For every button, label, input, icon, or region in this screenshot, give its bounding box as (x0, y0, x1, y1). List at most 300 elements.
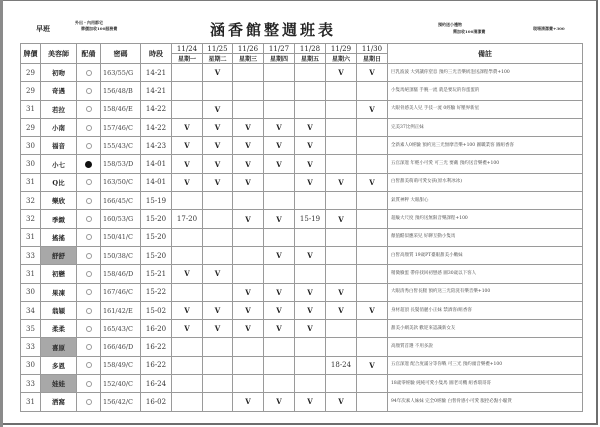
col-header-time: 時段 (141, 44, 172, 64)
code-cell: 166/45/C (101, 192, 141, 210)
day-cell (326, 137, 357, 155)
equipment-cell (77, 356, 101, 374)
day-cell: V (203, 320, 233, 338)
day-cell (357, 192, 388, 210)
day-cell (203, 283, 233, 301)
table-row (21, 283, 583, 301)
code-cell: 158/53/D (101, 155, 141, 173)
empty-circle-icon (86, 308, 92, 314)
price-cell: 32 (21, 192, 41, 210)
day-cell: V (203, 265, 233, 283)
day-cell (295, 375, 326, 393)
time-slot-cell: 15-20 (141, 228, 172, 246)
equipment-cell (77, 265, 101, 283)
code-cell: 156/42/C (101, 393, 141, 411)
equipment-cell (77, 192, 101, 210)
code-cell: 157/46/C (101, 118, 141, 136)
table-row (21, 228, 583, 246)
empty-circle-icon (86, 234, 92, 240)
code-cell: 165/43/C (101, 320, 141, 338)
time-slot-cell: 14-21 (141, 82, 172, 100)
col-header-date: 11/25 (203, 44, 233, 54)
day-cell (264, 64, 295, 82)
time-slot-cell: 14-22 (141, 100, 172, 118)
table-row (21, 393, 583, 411)
day-cell: V (172, 173, 203, 191)
beautician-name: 福音 (41, 137, 77, 155)
day-cell: V (264, 118, 295, 136)
equipment-cell (77, 228, 101, 246)
col-header-weekday: 星期三 (233, 54, 264, 64)
col-header-beautician: 美容師 (41, 44, 77, 64)
remark-cell: 身材超頂 長髮俏麗小正妹 禁酒客/組香客 (388, 301, 583, 319)
empty-circle-icon (86, 125, 92, 131)
code-cell: 158/46/E (101, 100, 141, 118)
day-cell (233, 265, 264, 283)
empty-circle-icon (86, 381, 92, 387)
col-header-weekday: 星期五 (295, 54, 326, 64)
beautician-name: 翁穎 (41, 301, 77, 319)
time-slot-cell: 15-20 (141, 246, 172, 264)
day-cell: V (203, 173, 233, 191)
time-slot-cell: 14-01 (141, 173, 172, 191)
empty-circle-icon (86, 70, 92, 76)
filled-circle-icon (85, 161, 92, 168)
price-cell: 35 (21, 320, 41, 338)
col-header-weekday: 星期四 (264, 54, 295, 64)
remark-cell: 小隻馬絕頂騷 手腕一流 就是要玩的你蛋蛋的 (388, 82, 583, 100)
empty-circle-icon (86, 179, 92, 185)
day-cell (233, 356, 264, 374)
table-row (21, 246, 583, 264)
col-header-code: 密碼 (101, 44, 141, 64)
day-cell (326, 155, 357, 173)
table-row (21, 210, 583, 228)
equipment-cell (77, 100, 101, 118)
day-cell (203, 192, 233, 210)
day-cell (264, 228, 295, 246)
day-cell (233, 228, 264, 246)
day-cell: V (233, 301, 264, 319)
day-cell (233, 100, 264, 118)
day-cell: V (295, 320, 326, 338)
day-cell (264, 192, 295, 210)
day-cell (172, 393, 203, 411)
day-cell: V (233, 118, 264, 136)
day-cell: V (295, 246, 326, 264)
day-cell (203, 210, 233, 228)
remark-cell: 五官深邃 配合度滿分等你戰 可三光 預約頭音樂禮+100 (388, 356, 583, 374)
day-cell: V (326, 173, 357, 191)
col-header-date: 11/28 (295, 44, 326, 54)
col-header-remark: 備註 (388, 44, 583, 64)
remark-cell: 氣質神秤 大眼甜心 (388, 192, 583, 210)
day-cell (326, 192, 357, 210)
day-cell (295, 356, 326, 374)
empty-circle-icon (86, 253, 92, 259)
day-cell: V (264, 155, 295, 173)
code-cell: 161/42/E (101, 301, 141, 319)
col-header-weekday: 星期六 (326, 54, 357, 64)
schedule-body (21, 64, 583, 412)
col-header-weekday: 星期日 (357, 54, 388, 64)
day-cell (357, 82, 388, 100)
day-cell (295, 64, 326, 82)
beautician-name: 奇遇 (41, 82, 77, 100)
equipment-cell (77, 246, 101, 264)
empty-circle-icon (86, 326, 92, 332)
empty-circle-icon (86, 362, 92, 368)
day-cell (203, 246, 233, 264)
day-cell (357, 375, 388, 393)
day-cell (172, 246, 203, 264)
time-slot-cell: 16-22 (141, 338, 172, 356)
time-slot-cell: 14-01 (141, 155, 172, 173)
time-slot-cell: 16-20 (141, 320, 172, 338)
day-cell (295, 265, 326, 283)
day-cell: V (172, 137, 203, 155)
table-row (21, 301, 583, 319)
time-slot-cell: 14-23 (141, 137, 172, 155)
price-cell: 34 (21, 301, 41, 319)
price-cell: 29 (21, 82, 41, 100)
day-cell: V (295, 301, 326, 319)
day-cell (326, 82, 357, 100)
day-cell: V (264, 301, 295, 319)
price-cell: 31 (21, 228, 41, 246)
day-cell (357, 393, 388, 411)
day-cell: 15-19 (295, 210, 326, 228)
beautician-name: 初吻 (41, 64, 77, 82)
day-cell (326, 118, 357, 136)
day-cell: 17-20 (172, 210, 203, 228)
equipment-cell (77, 118, 101, 136)
time-slot-cell: 16-24 (141, 375, 172, 393)
day-cell: V (172, 155, 203, 173)
col-header-equipment: 配備 (77, 44, 101, 64)
header-row-dates (21, 44, 583, 54)
equipment-cell (77, 155, 101, 173)
price-cell: 33 (21, 246, 41, 264)
day-cell: V (203, 155, 233, 173)
day-cell: V (326, 301, 357, 319)
day-cell (203, 393, 233, 411)
day-cell: V (172, 118, 203, 136)
empty-circle-icon (86, 271, 92, 277)
day-cell (172, 375, 203, 393)
remark-cell: 超級大尺度 預約送無限音樂課程+100 (388, 210, 583, 228)
beautician-name: 搖搖 (41, 228, 77, 246)
schedule-table (20, 43, 583, 412)
note-right (438, 21, 485, 35)
day-cell (203, 356, 233, 374)
price-cell: 31 (21, 100, 41, 118)
day-cell (203, 338, 233, 356)
col-header-date: 11/29 (326, 44, 357, 54)
code-cell: 160/53/G (101, 210, 141, 228)
price-cell: 31 (21, 173, 41, 191)
day-cell (264, 173, 295, 191)
price-cell: 32 (21, 210, 41, 228)
table-row (21, 265, 583, 283)
table-row (21, 338, 583, 356)
code-cell: 158/46/D (101, 265, 141, 283)
remark-cell: 高顏質首選 不用多說 (388, 338, 583, 356)
remark-cell: 大眼骨感美人兒 手技一流 0經驗 好壓界新星 (388, 100, 583, 118)
time-slot-cell: 15-19 (141, 192, 172, 210)
table-row (21, 320, 583, 338)
code-cell: 156/48/B (101, 82, 141, 100)
note-left-line2: 牌價加收100服務費 (81, 26, 118, 31)
table-row (21, 375, 583, 393)
day-cell (357, 338, 388, 356)
day-cell (264, 356, 295, 374)
code-cell: 166/46/D (101, 338, 141, 356)
note-cleaning-fee: 現場清潔費+300 (533, 26, 565, 31)
code-cell: 163/55/G (101, 64, 141, 82)
beautician-name: 若拉 (41, 100, 77, 118)
beautician-name: Q比 (41, 173, 77, 191)
day-cell: V (357, 173, 388, 191)
remark-cell: 甜美小網美款 歡迎來認識新女友 (388, 320, 583, 338)
day-cell: V (264, 246, 295, 264)
day-cell: V (233, 137, 264, 155)
table-row (21, 82, 583, 100)
day-cell: V (264, 320, 295, 338)
price-cell: 30 (21, 155, 41, 173)
day-cell: V (203, 137, 233, 155)
day-cell (172, 228, 203, 246)
day-cell (172, 64, 203, 82)
day-cell: V (264, 137, 295, 155)
day-cell: V (203, 64, 233, 82)
beautician-name: 娃娃 (41, 375, 77, 393)
price-cell: 30 (21, 356, 41, 374)
day-cell (326, 100, 357, 118)
day-cell (233, 82, 264, 100)
remark-cell: 稍微臉蛋 帶你找回初戀感 圖30歲以下客人 (388, 265, 583, 283)
beautician-name: 果凍 (41, 283, 77, 301)
day-cell: V (295, 155, 326, 173)
day-cell (203, 375, 233, 393)
day-cell (233, 192, 264, 210)
price-cell: 30 (21, 283, 41, 301)
price-cell: 29 (21, 64, 41, 82)
day-cell (172, 100, 203, 118)
day-cell (233, 375, 264, 393)
remark-cell: 巨乳波波 大到讓你窒息 預約三光音樂紉泡送課程學費+100 (388, 64, 583, 82)
day-cell: V (326, 64, 357, 82)
time-slot-cell: 15-02 (141, 301, 172, 319)
remark-cell: 全新素人0經驗 預約送三光無摩音樂+100 圖職業客 圖組香客 (388, 137, 583, 155)
remark-cell: 白皙甜美萌萌可愛女孩(原水利冰冰) (388, 173, 583, 191)
day-cell (264, 82, 295, 100)
beautician-name: 樂欣 (41, 192, 77, 210)
day-cell (326, 375, 357, 393)
day-cell (295, 82, 326, 100)
day-cell (233, 338, 264, 356)
col-header-weekday: 星期二 (203, 54, 233, 64)
day-cell (326, 246, 357, 264)
time-slot-cell: 14-22 (141, 118, 172, 136)
code-cell: 150/41/C (101, 228, 141, 246)
col-header-date: 11/24 (172, 44, 203, 54)
day-cell: V (233, 210, 264, 228)
empty-circle-icon (86, 399, 92, 405)
remark-cell: 顏值酷似應采兒 好聊互動小隻馬 (388, 228, 583, 246)
col-header-date: 11/26 (233, 44, 264, 54)
day-cell (172, 82, 203, 100)
day-cell: V (295, 173, 326, 191)
time-slot-cell: 15-22 (141, 283, 172, 301)
day-cell (203, 82, 233, 100)
empty-circle-icon (86, 106, 92, 112)
empty-circle-icon (86, 344, 92, 350)
time-slot-cell: 15-21 (141, 265, 172, 283)
day-cell: 18-24 (326, 356, 357, 374)
equipment-cell (77, 210, 101, 228)
day-cell: V (172, 265, 203, 283)
equipment-cell (77, 375, 101, 393)
day-cell: V (264, 283, 295, 301)
col-header-weekday: 星期一 (172, 54, 203, 64)
day-cell (357, 320, 388, 338)
equipment-cell (77, 338, 101, 356)
day-cell (357, 246, 388, 264)
remark-cell: 18歲零經驗 純純可愛小隻馬 圖老司機 組香環哥哥 (388, 375, 583, 393)
table-row (21, 64, 583, 82)
day-cell: V (203, 301, 233, 319)
day-cell (357, 265, 388, 283)
day-cell (357, 228, 388, 246)
code-cell: 163/50/C (101, 173, 141, 191)
code-cell: 167/46/C (101, 283, 141, 301)
day-cell: V (233, 173, 264, 191)
day-cell: V (233, 393, 264, 411)
day-cell: V (357, 301, 388, 319)
day-cell (326, 320, 357, 338)
col-header-date: 11/27 (264, 44, 295, 54)
price-cell: 31 (21, 393, 41, 411)
col-header-date: 11/30 (357, 44, 388, 54)
day-cell: V (233, 283, 264, 301)
code-cell: 152/40/C (101, 375, 141, 393)
day-cell (295, 338, 326, 356)
equipment-cell (77, 320, 101, 338)
price-cell: 31 (21, 265, 41, 283)
empty-circle-icon (86, 216, 92, 222)
day-cell: V (295, 393, 326, 411)
empty-circle-icon (86, 198, 92, 204)
table-row (21, 137, 583, 155)
day-cell (326, 338, 357, 356)
equipment-cell (77, 173, 101, 191)
time-slot-cell: 14-21 (141, 64, 172, 82)
day-cell: V (203, 118, 233, 136)
beautician-name: 小南 (41, 118, 77, 136)
remark-cell: 白皙高顏質 19歲PT臺眼甜美小嫩妹 (388, 246, 583, 264)
day-cell (357, 118, 388, 136)
day-cell (264, 375, 295, 393)
day-cell (172, 356, 203, 374)
day-cell (233, 64, 264, 82)
table-row (21, 192, 583, 210)
shift-label: 早班 (36, 24, 50, 33)
day-cell: V (357, 100, 388, 118)
day-cell (295, 100, 326, 118)
day-cell (357, 210, 388, 228)
day-cell: V (233, 320, 264, 338)
remark-cell: 五官深邃 年輕小可愛 可三光 要戴 預約送音樂禮+100 (388, 155, 583, 173)
time-slot-cell: 16-02 (141, 393, 172, 411)
day-cell: V (264, 210, 295, 228)
code-cell: 158/49/C (101, 356, 141, 374)
price-cell: 33 (21, 375, 41, 393)
note-left-line1: 外出・內用都宅 (75, 20, 103, 25)
beautician-name: 小七 (41, 155, 77, 173)
time-slot-cell: 16-22 (141, 356, 172, 374)
day-cell (264, 338, 295, 356)
day-cell (172, 338, 203, 356)
beautician-name: 季緻 (41, 210, 77, 228)
day-cell: V (326, 283, 357, 301)
table-row (21, 155, 583, 173)
note-left (75, 20, 117, 32)
note-right-line2: 需加收100清潔費 (453, 29, 486, 34)
day-cell (326, 228, 357, 246)
day-cell: V (295, 283, 326, 301)
page-title: 涵香館整週班表 (210, 21, 337, 39)
day-cell: V (357, 64, 388, 82)
equipment-cell (77, 137, 101, 155)
day-cell (326, 265, 357, 283)
time-slot-cell: 15-20 (141, 210, 172, 228)
table-row (21, 118, 583, 136)
day-cell: V (326, 393, 357, 411)
empty-circle-icon (86, 88, 92, 94)
equipment-cell (77, 82, 101, 100)
equipment-cell (77, 301, 101, 319)
price-cell: 29 (21, 118, 41, 136)
day-cell (295, 192, 326, 210)
price-cell: 33 (21, 338, 41, 356)
table-row (21, 173, 583, 191)
remark-cell: 完美37比例正妹 (388, 118, 583, 136)
beautician-name: 洒窩 (41, 393, 77, 411)
day-cell (357, 155, 388, 173)
note-right-line1: 預約送小禮物 (438, 22, 462, 27)
day-cell: V (295, 137, 326, 155)
beautician-name: 初戀 (41, 265, 77, 283)
table-row (21, 356, 583, 374)
day-cell (172, 283, 203, 301)
empty-circle-icon (86, 143, 92, 149)
beautician-name: 多恩 (41, 356, 77, 374)
empty-circle-icon (86, 289, 92, 295)
day-cell: V (264, 393, 295, 411)
table-row (21, 100, 583, 118)
beautician-name: 柔柔 (41, 320, 77, 338)
day-cell (203, 228, 233, 246)
equipment-cell (77, 283, 101, 301)
day-cell (357, 283, 388, 301)
col-header-price: 牌價 (21, 44, 41, 64)
day-cell (264, 100, 295, 118)
day-cell (295, 228, 326, 246)
day-cell: V (203, 100, 233, 118)
day-cell (233, 246, 264, 264)
beautician-name: 舒舒 (41, 246, 77, 264)
